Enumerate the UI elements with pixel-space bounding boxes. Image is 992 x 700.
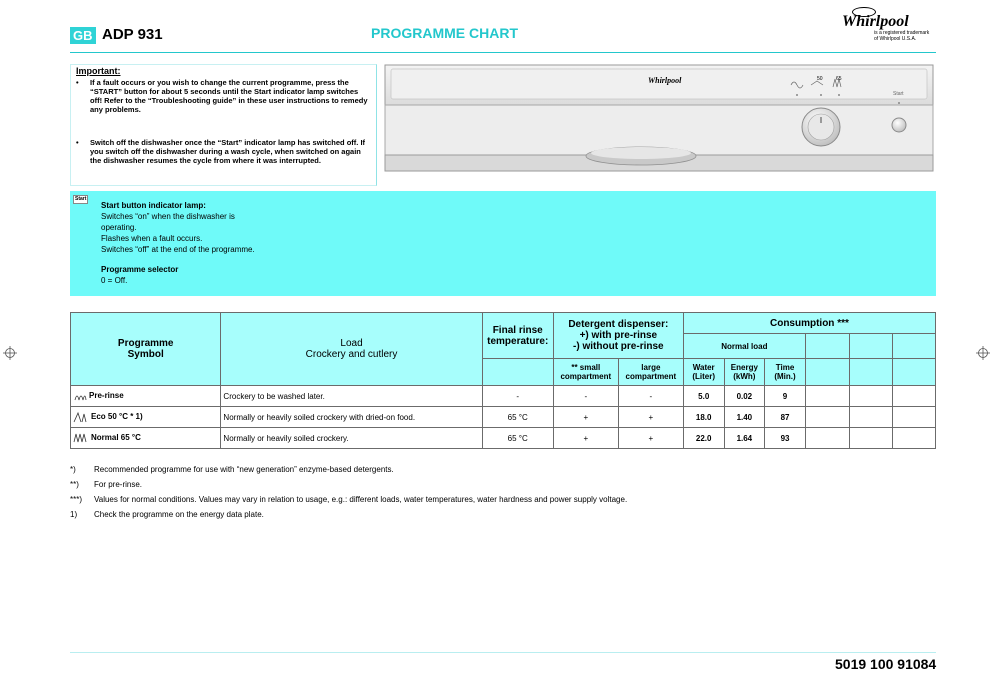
rinse-cell: 65 °C (482, 407, 553, 428)
header-symbol: Symbol (127, 349, 164, 360)
start-info-line: Flashes when a fault occurs. (101, 234, 203, 243)
header-large-compartment: large compartment (618, 359, 683, 386)
programme-name: Eco 50 °C * 1) (91, 412, 143, 422)
logo-wordmark: Whirlpool (842, 13, 909, 30)
energy-cell: 1.40 (724, 407, 765, 428)
footnotes (70, 462, 930, 522)
energy-cell: 1.64 (724, 428, 765, 449)
empty-cell (849, 428, 893, 449)
header-water: Water (Liter) (683, 359, 724, 386)
small-cell: - (553, 386, 618, 407)
header-small-compartment: ** small compartment (553, 359, 618, 386)
empty-cell (893, 386, 936, 407)
panel-temp-50: 50 (817, 76, 823, 82)
header-load-text: Load (340, 338, 363, 349)
important-item: • If a fault occurs or you wish to change the current programme, press the “START” button for about 5 seconds until the Start indicator lamp switches off! Refer to the “Troubleshooting guide” in these user instructions to remedy any problems. (76, 78, 372, 114)
footnote-text: Check the programme on the energy data plate. (94, 510, 264, 519)
header-consumption: Consumption *** (683, 313, 935, 334)
header-empty (849, 334, 893, 359)
load-cell: Crockery to be washed later. (221, 386, 482, 407)
header-empty (805, 334, 849, 359)
table-row (71, 428, 936, 449)
registration-mark-right-icon (976, 346, 990, 360)
energy-cell: 0.02 (724, 386, 765, 407)
header-energy: Energy (kWh) (724, 359, 765, 386)
header-crockery: Crockery and cutlery (305, 349, 398, 360)
panel-brand: Whirlpool (648, 76, 682, 85)
start-info-line: Switches “on” when the dishwasher is (101, 212, 235, 221)
trademark-note (874, 30, 929, 42)
programme-name: Pre-rinse (89, 391, 124, 401)
model-name: ADP 931 (102, 26, 163, 43)
pre-rinse-symbol-icon (73, 390, 87, 402)
start-info-heading: Start button indicator lamp: (101, 201, 206, 210)
trademark-line-1: is a registered trademark (874, 30, 930, 36)
programme-table (70, 312, 936, 449)
header-empty (893, 334, 936, 359)
header-detergent-3: -) without pre-rinse (573, 341, 664, 352)
empty-cell (849, 407, 893, 428)
header-divider (70, 52, 936, 53)
important-list (76, 78, 372, 189)
header-empty (805, 359, 849, 386)
panel-temp-65: 65 (836, 76, 842, 82)
trademark-line-2: of Whirlpool U.S.A. (874, 36, 917, 42)
document-number: 5019 100 91084 (835, 656, 937, 672)
programme-name: Normal 65 °C (91, 433, 141, 443)
page-title: PROGRAMME CHART (371, 25, 518, 41)
footer-divider (70, 652, 936, 653)
footnote-key: *) (70, 465, 76, 474)
header-detergent (553, 313, 683, 359)
empty-cell (849, 386, 893, 407)
time-cell: 93 (765, 428, 806, 449)
header-detergent-1: Detergent dispenser: (568, 319, 669, 330)
water-cell: 5.0 (683, 386, 724, 407)
footnote (70, 462, 930, 477)
header-empty (893, 359, 936, 386)
table-row (71, 407, 936, 428)
empty-cell (805, 386, 849, 407)
footnote (70, 507, 930, 522)
header-programme: Programme (117, 338, 174, 349)
programme-cell (71, 428, 221, 449)
footnote-text: Recommended programme for use with “new generation” enzyme-based detergents. (94, 465, 394, 474)
footnote-key: **) (70, 480, 79, 489)
footnote-key: ***) (70, 495, 83, 504)
load-cell: Normally or heavily soiled crockery with dried-on food. (221, 407, 482, 428)
important-title: Important: (76, 66, 121, 76)
footnote-text: Values for normal conditions. Values may vary in relation to usage, e.g.: different loads, water temperatures, water hardness and power supply voltage. (94, 495, 628, 504)
large-cell: + (618, 407, 683, 428)
footnote-text: For pre-rinse. (94, 480, 143, 489)
important-item: • Switch off the dishwasher once the “Start” indicator lamp has switched off. If you switch off the dishwasher during a wash cycle, when switched on again the dishwasher resumes the cycle from where it was interrupted. (76, 138, 372, 165)
empty-cell (805, 407, 849, 428)
small-cell: + (553, 428, 618, 449)
load-cell: Normally or heavily soiled crockery. (221, 428, 482, 449)
start-info-line: Switches “off” at the end of the programme. (101, 245, 255, 254)
table-row (71, 386, 936, 407)
header-time: Time (Min.) (765, 359, 806, 386)
large-cell: + (618, 428, 683, 449)
empty-cell (805, 428, 849, 449)
start-info-line: operating. (101, 223, 137, 232)
header-empty (482, 359, 553, 386)
country-code-badge: GB (70, 27, 96, 44)
programme-cell (71, 386, 221, 407)
eco-symbol-icon (73, 411, 89, 423)
empty-cell (893, 428, 936, 449)
header-load (221, 313, 482, 386)
normal-symbol-icon (73, 432, 89, 444)
rinse-cell: 65 °C (482, 428, 553, 449)
header-empty (849, 359, 893, 386)
time-cell: 9 (765, 386, 806, 407)
water-cell: 22.0 (683, 428, 724, 449)
panel-start-label: Start (893, 91, 904, 97)
start-tag-icon: Start (75, 196, 87, 202)
start-info-text (101, 200, 401, 286)
whirlpool-logo (838, 7, 948, 45)
programme-cell (71, 407, 221, 428)
header-programme-symbol (71, 313, 221, 386)
header-normal-load: Normal load (683, 334, 805, 359)
footnote (70, 492, 930, 507)
registration-mark-left-icon (3, 346, 17, 360)
footnote-key: 1) (70, 510, 78, 519)
small-cell: + (553, 407, 618, 428)
selector-heading: Programme selector (101, 265, 179, 274)
header-final-rinse: Final rinse temperature: (482, 313, 553, 359)
selector-text: 0 = Off. (101, 276, 128, 285)
rinse-cell: - (482, 386, 553, 407)
empty-cell (893, 407, 936, 428)
large-cell: - (618, 386, 683, 407)
footnote (70, 477, 930, 492)
water-cell: 18.0 (683, 407, 724, 428)
header-detergent-2: +) with pre-rinse (579, 330, 658, 341)
time-cell: 87 (765, 407, 806, 428)
